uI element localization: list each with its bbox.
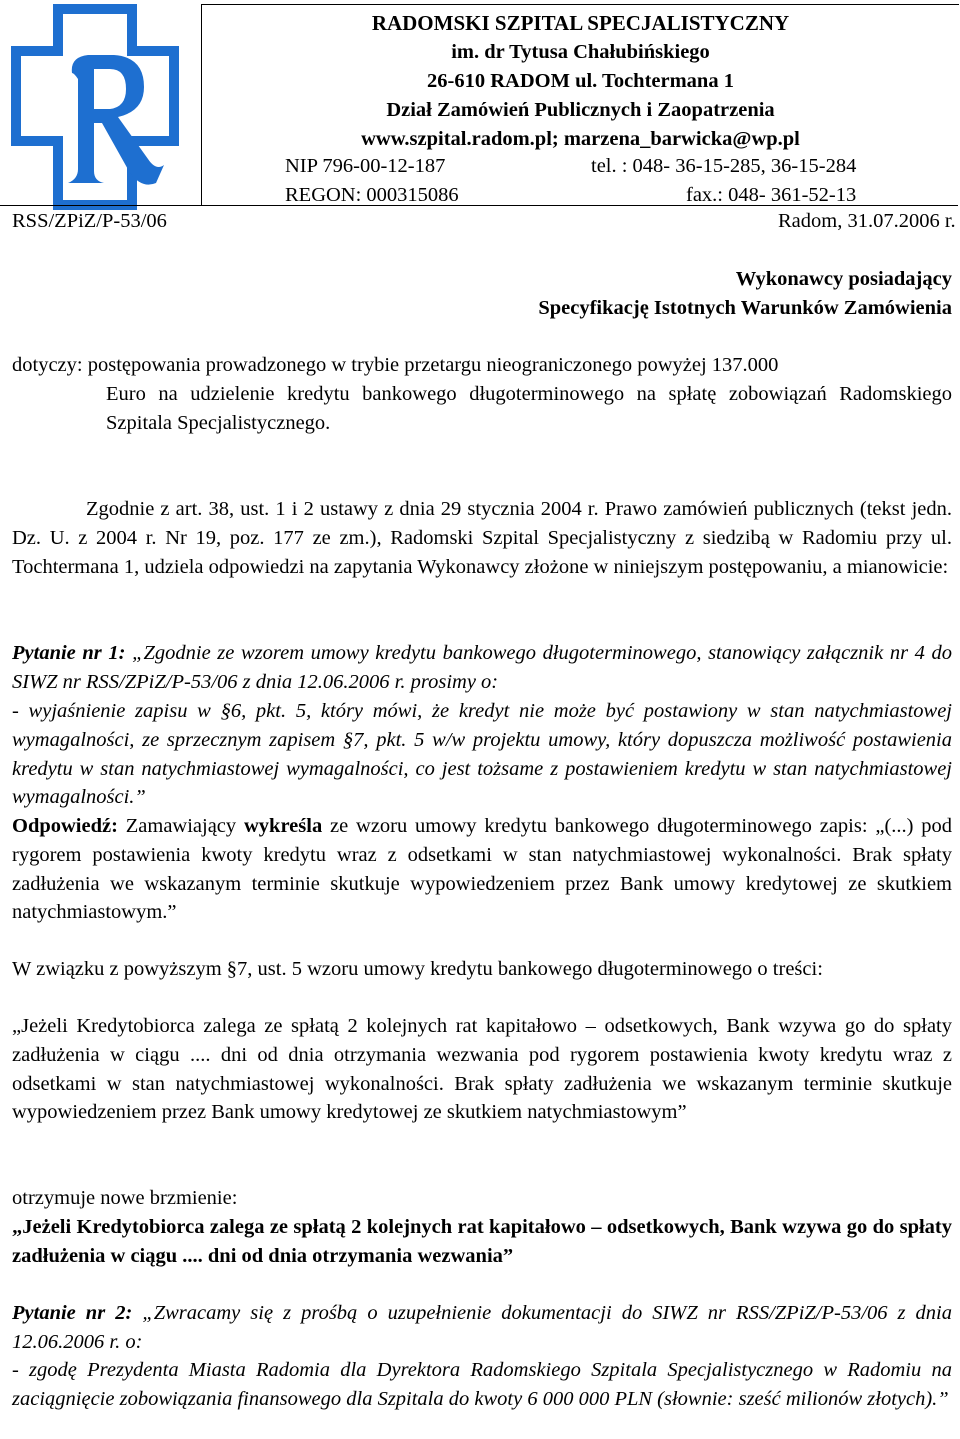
answer-1 [12,812,952,927]
question-1-text: „Zgodnie ze wzorem umowy kredytu bankowego długoterminowego, stanowiący załącznik nr 4 do SIWZ nr RSS/ZPiZ/P-53/06 z dnia 12.06.2006 r. prosimy o: [12,642,953,693]
question-1-label: Pytanie nr 1: [12,642,126,664]
hospital-name: RADOMSKI SZPITAL SPECJALISTYCZNY [371,11,790,35]
department: Dział Zamówień Publicznych i Zaopatrzenia [386,99,775,121]
subject-label: dotyczy: [12,354,83,376]
hospital-logo [10,3,180,211]
paragraph-2: W związku z powyższym §7, ust. 5 wzoru umowy kredytu bankowego długoterminowego o treści: [12,958,823,980]
question-2 [12,1299,952,1357]
letterhead [201,4,959,206]
subject-first: postępowania prowadzonego w trybie przetargu nieograniczonego powyżej 137.000 [87,354,779,376]
web-email: www.szpital.radom.pl; marzena_barwicka@wp.pl [361,128,800,150]
header-divider [0,205,958,206]
question-2-item: - zgodę Prezydenta Miasta Radomia dla Dyrektora Radomskiego Szpitala Specjalistycznego w Radomiu na zaciągnięcie zobowiązania finansowego dla Szpitala do kwoty 6 000 000 PLN (słownie: sześć milionów złotych).” [12,1359,952,1410]
addressee-line1: Wykonawcy posiadający [735,268,952,290]
answer-1-pre: Zamawiający [125,815,237,837]
subject-rest: Euro na udzielenie kredytu bankowego długoterminowego na spłatę zobowiązań Radomskiego Szpitala Specjalistycznego. [106,383,952,434]
subject-line1 [12,351,952,380]
answer-1-emph: wykreśla [243,815,323,837]
addressee-line2: Specyfikację Istotnych Warunków Zamówienia [538,297,952,319]
question-2-label: Pytanie nr 2: [12,1302,133,1324]
letter-date: Radom, 31.07.2006 r. [778,210,956,232]
paragraph-3: otrzymuje nowe brzmienie: [12,1187,238,1209]
hospital-patron: im. dr Tytusa Chałubińskiego [451,41,710,63]
logo-r-glyph [68,55,164,185]
question-1-item: - wyjaśnienie zapisu w §6, pkt. 5, który mówi, że kredyt nie może być postawiony w stan natychmiastowej wymagalności, ze sprzecznym zapisem §7, pkt. 5 w/w projektu umowy, który dopuszcza możliwość postawienia kredytu w stan natychmiastowej wymagalności, co jest tożsame z postawieniem kredytu w stan natychmiastowej wymagalności.” [12,700,952,809]
nip: NIP 796-00-12-187 [285,155,446,177]
hospital-address: 26-610 RADOM ul. Tochtermana 1 [427,70,734,92]
fax: fax.: 048- 361-52-13 [686,184,857,206]
answer-1-label: Odpowiedź: [12,815,118,837]
phone: tel. : 048- 36-15-285, 36-15-284 [591,155,857,177]
question-1 [12,639,952,697]
intro-paragraph: Zgodnie z art. 38, ust. 1 i 2 ustawy z dnia 29 stycznia 2004 r. Prawo zamówień publicznych (tekst jedn. Dz. U. z 2004 r. Nr 19, poz. 177 ze zm.), Radomski Szpital Specjalistyczny z siedzibą w Radomiu przy ul. Tochtermana 1, udziela odpowiedzi na zapytania Wykonawcy złożone w niniejszym postępowaniu, a mianowicie: [12,498,952,578]
quote-old: „Jeżeli Kredytobiorca zalega ze spłatą 2 kolejnych rat kapitałowo – odsetkowych, Bank wzywa go do spłaty zadłużenia w ciągu .... dni od dnia otrzymania wezwania pod rygorem postawienia kwoty kredytu wraz z odsetkami w stan natychmiastowej wykonalności. Brak spłaty zadłużenia we wskazanym terminie skutkuje wypowiedzeniem przez Bank umowy kredytowej ze skutkiem natychmiastowym” [12,1015,952,1124]
answer-1-text: ze wzoru umowy kredytu bankowego długoterminowego zapis: „(...) pod rygorem postawienia kwoty kredytu wraz z odsetkami w stan natychmiastowej wykonalności. Brak spłaty zadłużenia we wskazanym terminie skutkuje wypowiedzeniem przez Bank umowy kredytowej ze skutkiem natychmiastowym.” [12,815,953,924]
reference-number: RSS/ZPiZ/P-53/06 [12,210,167,232]
question-2-text: „Zwracamy się z prośbą o uzupełnienie dokumentacji do SIWZ nr RSS/ZPiZ/P-53/06 z dnia 12.06.2006 r. o: [12,1302,953,1353]
quote-new: „Jeżeli Kredytobiorca zalega ze spłatą 2 kolejnych rat kapitałowo – odsetkowych, Bank wzywa go do spłaty zadłużenia w ciągu .... dni od dnia otrzymania wezwania” [12,1216,952,1267]
regon: REGON: 000315086 [285,184,459,206]
